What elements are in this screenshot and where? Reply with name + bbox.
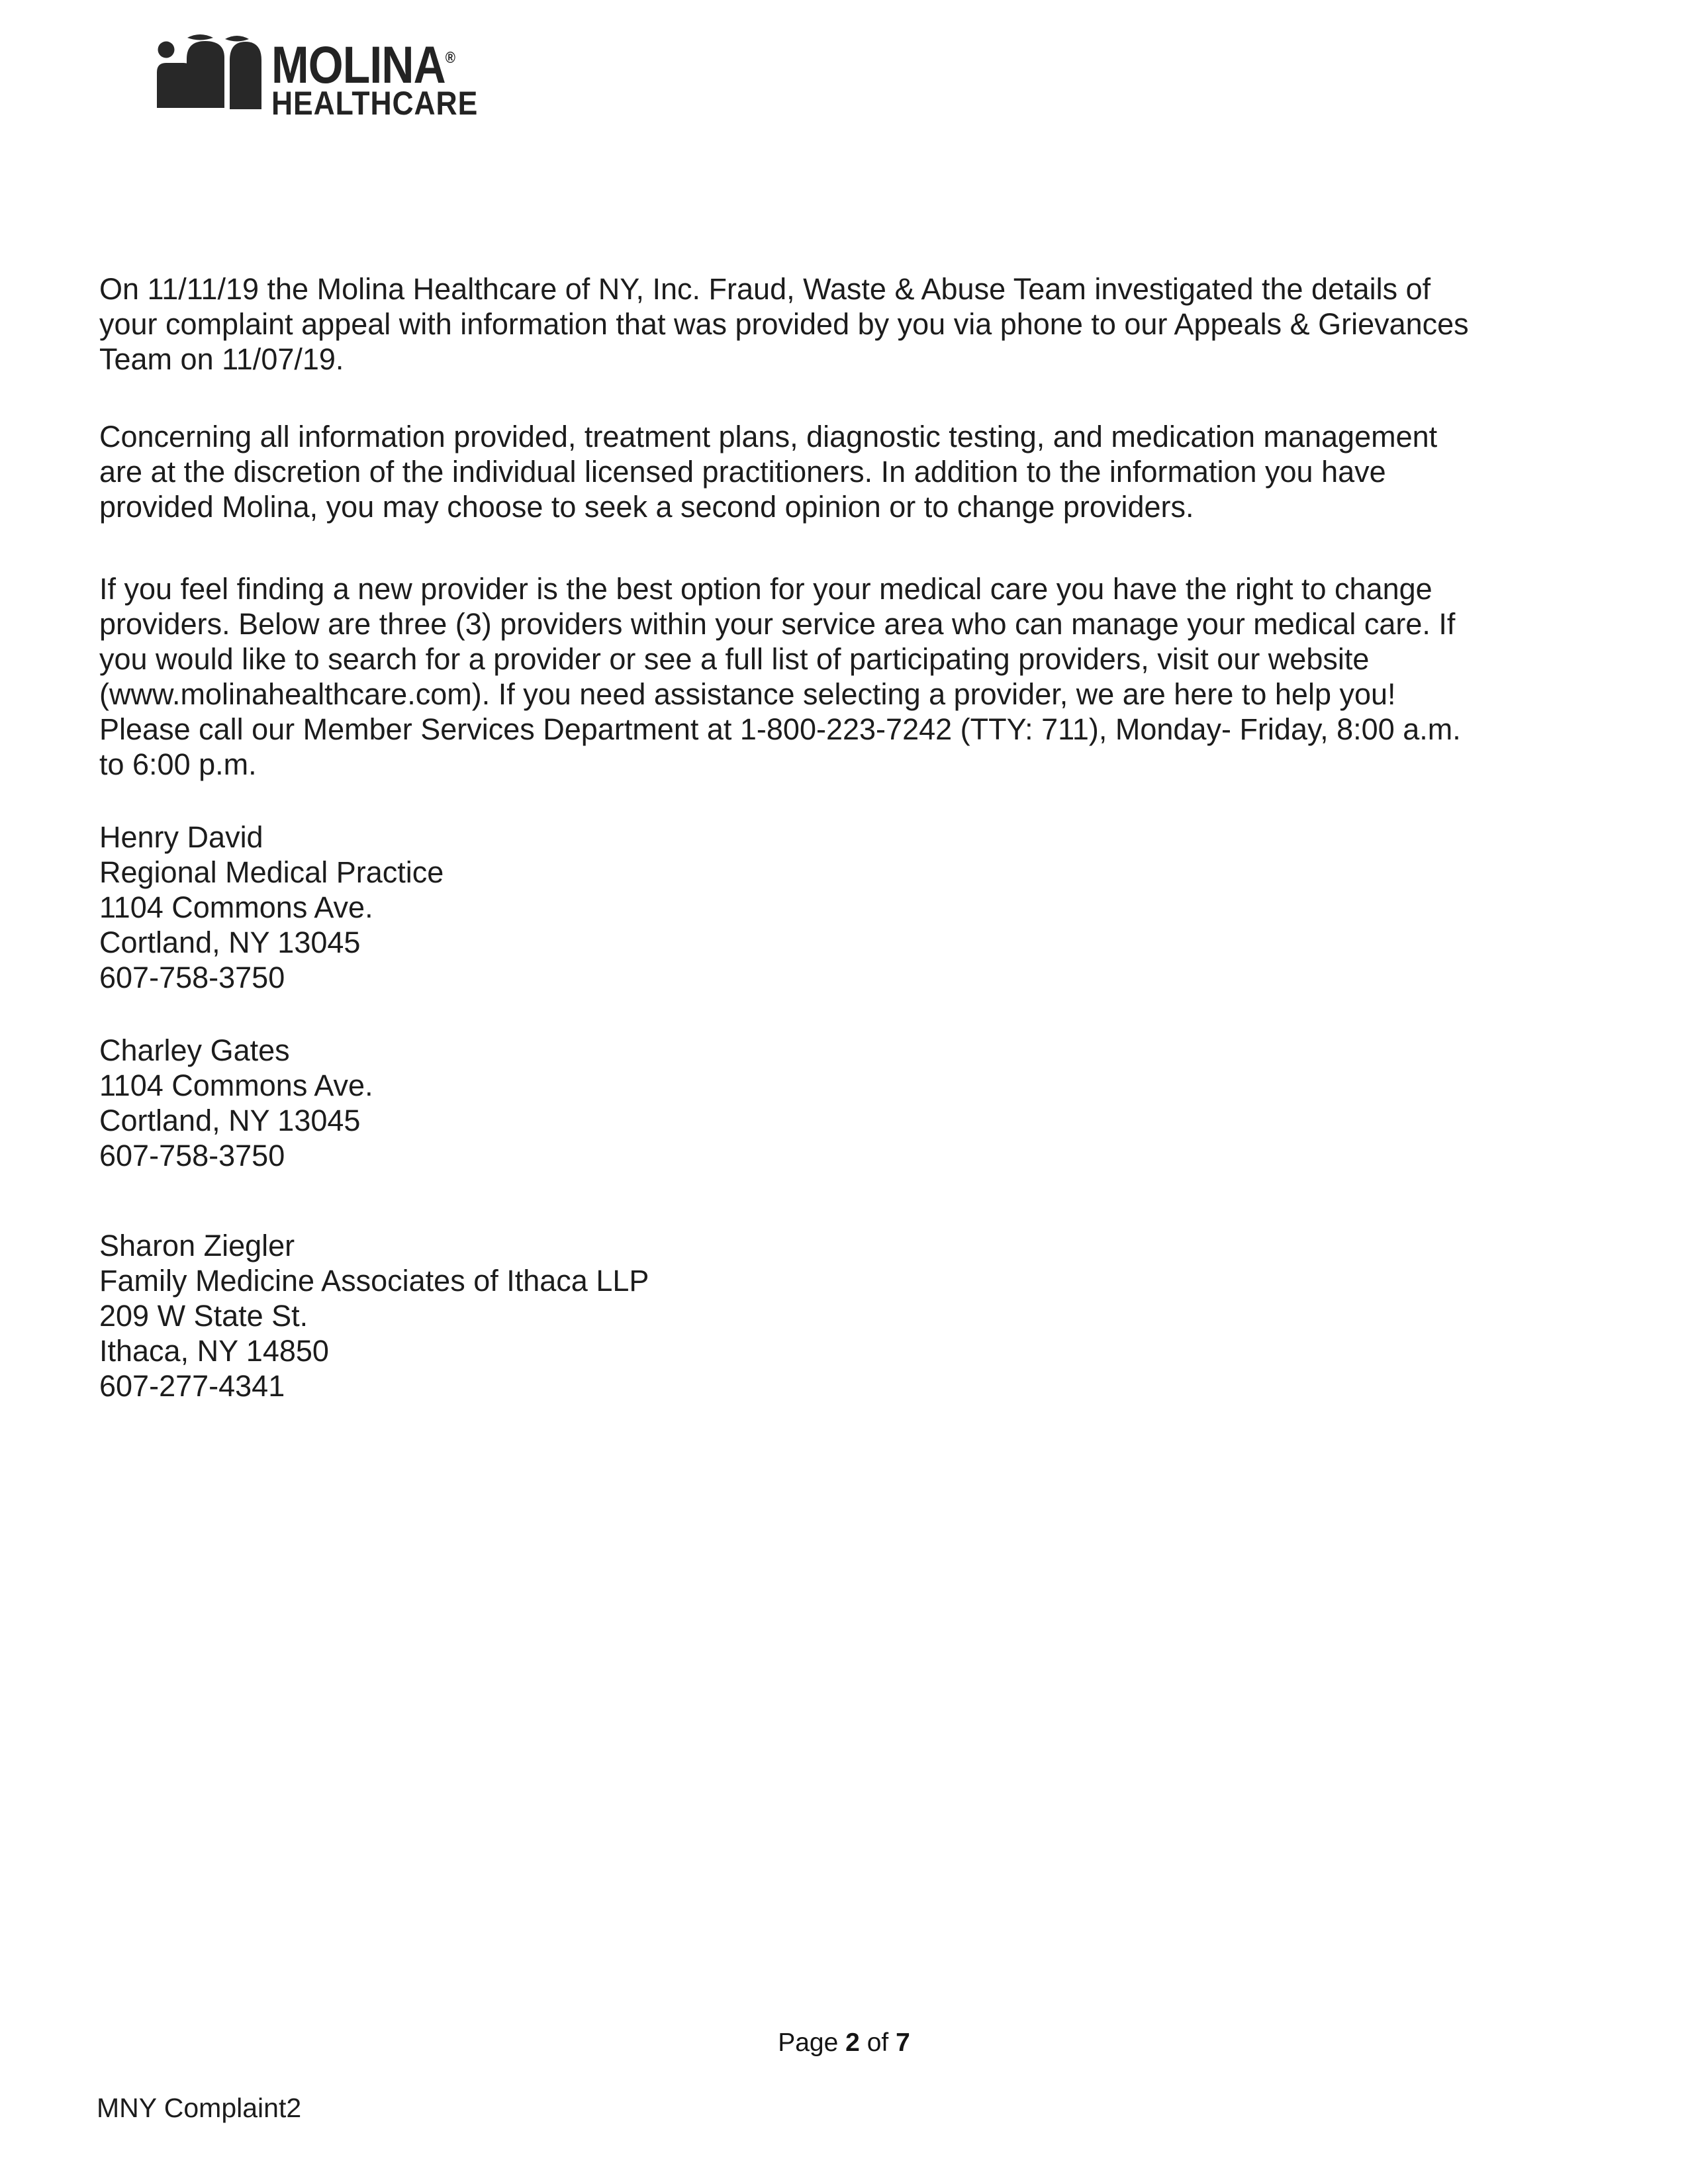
provider-name: Charley Gates [99, 1033, 290, 1067]
provider-practice: Family Medicine Associates of Ithaca LLP [99, 1264, 649, 1298]
paragraph-line: your complaint appeal with information that was provided by you via phone to our Appeals & Grievances [99, 307, 1469, 341]
provider-phone: 607-758-3750 [99, 961, 285, 994]
page-label: Page [778, 2028, 839, 2057]
paragraph-line: provided Molina, you may choose to seek a second opinion or to change providers. [99, 490, 1194, 524]
provider-practice: Regional Medical Practice [99, 855, 444, 889]
provider-city-state-zip: Cortland, NY 13045 [99, 1104, 361, 1137]
provider-name: Sharon Ziegler [99, 1229, 295, 1262]
provider-street: 209 W State St. [99, 1299, 308, 1333]
provider-city-state-zip: Ithaca, NY 14850 [99, 1334, 329, 1368]
paragraph-investigation [99, 271, 1642, 377]
provider-street: 1104 Commons Ave. [99, 1068, 373, 1102]
paragraph-line: (www.molinahealthcare.com). If you need assistance selecting a provider, we are here to help you! [99, 677, 1396, 711]
paragraph-line: If you feel finding a new provider is the best option for your medical care you have the right to change [99, 572, 1432, 606]
provider-phone: 607-277-4341 [99, 1369, 285, 1403]
provider-name: Henry David [99, 820, 263, 854]
logo-brand-text: MOLINA® [271, 35, 456, 94]
paragraph-line: Please call our Member Services Department at 1-800-223-7242 (TTY: 711), Monday- Friday, 8:00 a.m. [99, 712, 1461, 746]
page-number: 2 [845, 2028, 860, 2057]
logo-wordmark [271, 35, 504, 122]
paragraph-line: Team on 11/07/19. [99, 342, 344, 376]
paragraph-line: to 6:00 p.m. [99, 747, 257, 781]
provider-phone: 607-758-3750 [99, 1139, 285, 1172]
provider-block-charley-gates [99, 1033, 1642, 1173]
logo-brand-subtext: HEALTHCARE [271, 85, 479, 122]
paragraph-line: On 11/11/19 the Molina Healthcare of NY, Inc. Fraud, Waste & Abuse Team investigated the details of [99, 272, 1431, 306]
page-total: 7 [896, 2028, 910, 2057]
paragraph-line: Concerning all information provided, treatment plans, diagnostic testing, and medication management [99, 420, 1438, 453]
document-label-footer: MNY Complaint2 [97, 2093, 302, 2123]
page-number-footer [0, 2028, 1688, 2058]
paragraph-change-providers [99, 571, 1642, 782]
paragraph-line: are at the discretion of the individual licensed practitioners. In addition to the information you have [99, 455, 1386, 489]
letter-body [99, 271, 1642, 1403]
provider-block-sharon-ziegler [99, 1228, 1642, 1403]
paragraph-discretion [99, 419, 1642, 524]
molina-healthcare-logo [157, 31, 501, 122]
provider-block-henry-david [99, 820, 1642, 995]
provider-city-state-zip: Cortland, NY 13045 [99, 926, 361, 959]
of-label: of [867, 2028, 889, 2057]
paragraph-line: providers. Below are three (3) providers within your service area who can manage your medical care. If [99, 607, 1456, 641]
molina-family-icon [157, 31, 261, 109]
registered-trademark-icon: ® [445, 49, 456, 67]
provider-street: 1104 Commons Ave. [99, 890, 373, 924]
paragraph-line: you would like to search for a provider or see a full list of participating providers, visit our website [99, 642, 1370, 676]
